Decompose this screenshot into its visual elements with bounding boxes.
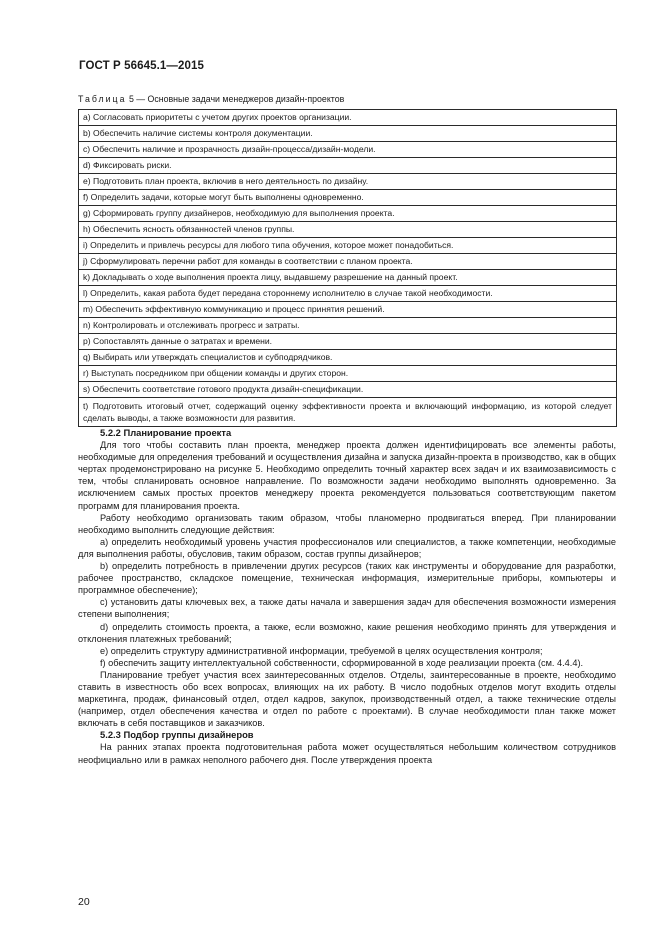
table-row: a) Согласовать приоритеты с учетом других проектов организации. [79,110,617,126]
paragraph: На ранних этапах проекта подготовительная работа может осуществляться небольшим количеством сотрудников неофициально или в рамках неполного рабочего дня. После утверждения проекта [78,742,616,765]
table-row: m) Обеспечить эффективную коммуникацию и процесс принятия решений. [79,302,617,318]
table-row: g) Сформировать группу дизайнеров, необходимую для выполнения проекта. [79,206,617,222]
table-row: d) Фиксировать риски. [79,158,617,174]
document-header: ГОСТ Р 56645.1—2015 [79,60,204,72]
table-row: e) Подготовить план проекта, включив в него деятельность по дизайну. [79,174,617,190]
list-item: e) определить структуру административной информации, требуемой в целях осуществления контроля; [100,645,543,656]
table-row: f) Определить задачи, которые могут быть выполнены одновременно. [79,190,617,206]
list-item: c) установить даты ключевых вех, а также даты начала и завершения задач для обеспечения возможности измерения степени выполнения; [78,597,616,620]
table-row: i) Определить и привлечь ресурсы для любого типа обучения, которое может понадобиться. [79,238,617,254]
table-row: b) Обеспечить наличие системы контроля документации. [79,126,617,142]
section-heading-5-2-2: 5.2.2 Планирование проекта [100,427,232,438]
table-row: s) Обеспечить соответствие готового продукта дизайн-спецификации. [79,382,617,398]
table-caption-title: 5 — Основные задачи менеджеров дизайн-проектов [126,94,345,104]
page-number: 20 [78,896,90,908]
table-caption-label: Таблица [78,94,127,104]
list-item: f) обеспечить защиту интеллектуальной собственности, сформированной в ходе реализации проекта (см. 4.4.4). [100,657,584,668]
table-caption [78,94,344,104]
table-row: r) Выступать посредником при общении команды и других сторон. [79,366,617,382]
table-row: t) Подготовить итоговый отчет, содержащий оценку эффективности проекта и включающий информацию, из которой следует сделать выводы, а также возможности для развития. [79,398,617,427]
list-item: a) определить необходимый уровень участия профессионалов или специалистов, а также компетенции, необходимые для выполнения работы, обусловив, таким образом, состав группы дизайнеров; [78,536,616,559]
table-row: q) Выбирать или утверждать специалистов и субподрядчиков. [79,350,617,366]
table-row: h) Обеспечить ясность обязанностей членов группы. [79,222,617,238]
paragraph: Для того чтобы составить план проекта, менеджер проекта должен идентифицировать все элементы работы, необходимые для определения требований и осуществления дизайна и запуска дизайн-проекта в производство, как в общих чертах продемонстрировано на рисунке 5. Необходимо определить точный характер всех задач и их взаимозависимость с тем, чтобы спланировать основное направление. По возможности задачи необходимо выполнять одновременно. За исключением самых простых проектов менеджеру проекта рекомендуется пользоваться соответствующим пакетом программ для планирования проекта. [78,440,616,511]
table-row: p) Сопоставлять данные о затратах и времени. [79,334,617,350]
table-row: n) Контролировать и отслеживать прогресс и затраты. [79,318,617,334]
table-row: l) Определить, какая работа будет передана стороннему исполнителю в случае такой необходимости. [79,286,617,302]
document-body [78,427,616,766]
table-row: k) Докладывать о ходе выполнения проекта лицу, выдавшему разрешение на данный проект. [79,270,617,286]
paragraph: Планирование требует участия всех заинтересованных отделов. Отделы, заинтересованные в проекте, необходимо ставить в известность обо всех вопросах, влияющих на их работу. В число подобных отделов могут входить отделы маркетинга, продаж, финансовый отдел, отдел кадров, закупок, производственный отдел, а также технические отделы (например, отдел обеспечения качества и отдел по работе с проектами). В случае необходимости план также может включать в себя поставщиков и заказчиков. [78,669,616,729]
paragraph: Работу необходимо организовать таким образом, чтобы планомерно продвигаться вперед. При планировании необходимо выполнить следующие действия: [78,512,616,535]
section-heading-5-2-3: 5.2.3 Подбор группы дизайнеров [100,729,254,741]
table-row: j) Сформулировать перечни работ для команды в соответствии с планом проекта. [79,254,617,270]
list-item: d) определить стоимость проекта, а также, если возможно, какие решения необходимо принять для утверждения и отклонения платежных требований; [78,621,616,644]
tasks-table [78,109,617,427]
list-item: b) определить потребность в привлечении других ресурсов (таких как инструменты и оборудование для разработки, рабочее пространство, складское помещение, техническая информация, измерительные приборы, компьютеры и программное обеспечение); [78,561,616,596]
table-row: c) Обеспечить наличие и прозрачность дизайн-процесса/дизайн-модели. [79,142,617,158]
